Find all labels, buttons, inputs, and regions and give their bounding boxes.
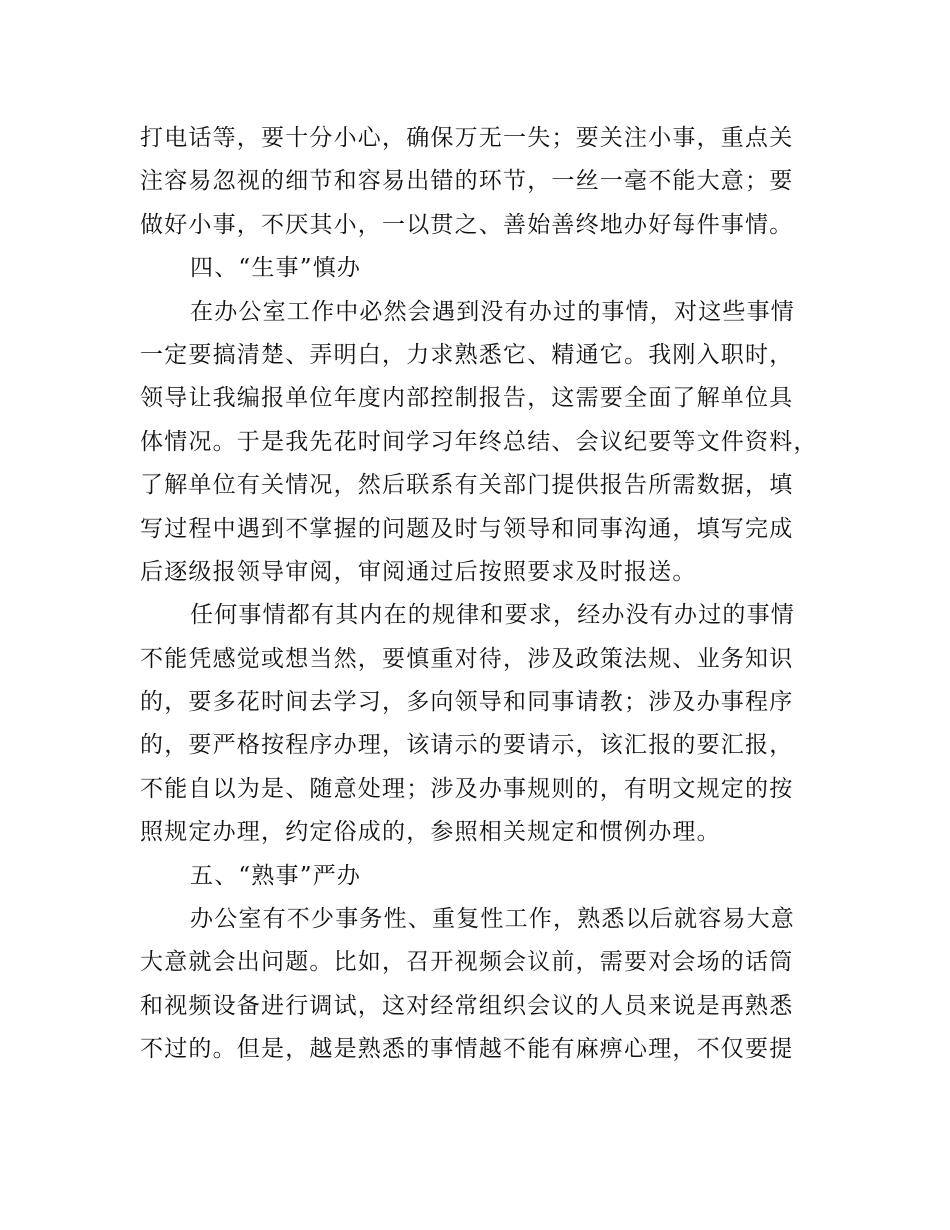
section-heading: 五、“熟事”严办 — [190, 862, 362, 889]
section-heading: 四、“生事”慎办 — [190, 255, 362, 282]
body-line: 不能凭感觉或想当然，要慎重对待，涉及政策法规、业务知识 — [140, 645, 794, 672]
body-line: 不过的。但是，越是熟悉的事情越不能有麻痹心理，不仅要提 — [140, 1036, 794, 1063]
body-line: 的，要严格按程序办理，该请示的要请示，该汇报的要汇报， — [140, 732, 794, 759]
body-line: 不能自以为是、随意处理；涉及办事规则的，有明文规定的按 — [140, 775, 794, 802]
body-line: 的，要多花时间去学习，多向领导和同事请教；涉及办事程序 — [140, 689, 794, 716]
paragraph-first-line: 办公室有不少事务性、重复性工作，熟悉以后就容易大意 — [190, 906, 795, 933]
paragraph-first-line: 任何事情都有其内在的规律和要求，经办没有办过的事情 — [190, 602, 795, 629]
body-line: 和视频设备进行调试，这对经常组织会议的人员来说是再熟悉 — [140, 992, 794, 1019]
body-line: 了解单位有关情况，然后联系有关部门提供报告所需数据，填 — [140, 472, 794, 499]
body-line: 做好小事，不厌其小，一以贯之、善始善终地办好每件事情。 — [140, 211, 794, 238]
body-line: 后逐级报领导审阅，审阅通过后按照要求及时报送。 — [140, 558, 697, 585]
body-line: 领导让我编报单位年度内部控制报告，这需要全面了解单位具 — [140, 385, 794, 412]
paragraph-first-line: 在办公室工作中必然会遇到没有办过的事情，对这些事情 — [190, 298, 795, 325]
document-body — [140, 117, 818, 1072]
body-line: 打电话等，要十分小心，确保万无一失；要关注小事，重点关 — [140, 125, 794, 151]
body-line: 写过程中遇到不掌握的问题及时与领导和同事沟通，填写完成 — [140, 515, 794, 542]
body-line: 一定要搞清楚、弄明白，力求熟悉它、精通它。我刚入职时， — [140, 341, 794, 368]
body-line: 照规定办理，约定俗成的，参照相关规定和惯例办理。 — [140, 819, 721, 846]
body-line: 体情况。于是我先花时间学习年终总结、会议纪要等文件资料， — [140, 428, 818, 455]
body-line: 注容易忽视的细节和容易出错的环节，一丝一毫不能大意；要 — [140, 168, 794, 195]
body-line: 大意就会出问题。比如，召开视频会议前，需要对会场的话筒 — [140, 949, 794, 976]
